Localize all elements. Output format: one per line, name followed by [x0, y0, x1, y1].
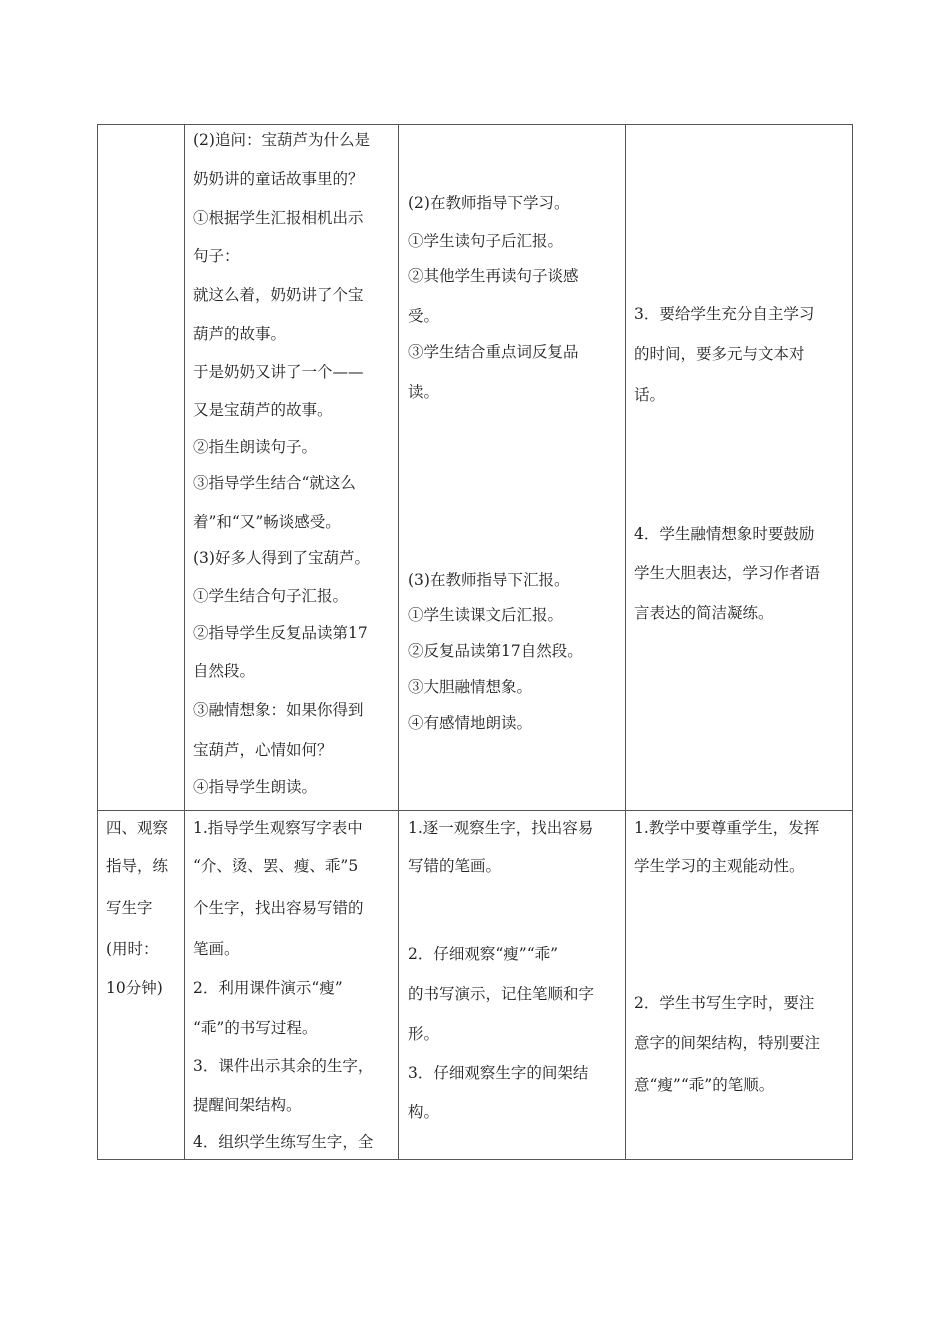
text-line: (2)追问：宝葫芦为什么是 — [193, 131, 370, 149]
text-line: 于是奶奶又讲了一个—— — [193, 363, 364, 381]
text-line: 形。 — [408, 1025, 440, 1043]
text-line: “介、烫、罢、瘦、乖”5 — [193, 857, 359, 875]
text-line: 构。 — [408, 1103, 440, 1121]
row2-stage-cell — [106, 810, 184, 1159]
text-line: (3)在教师指导下汇报。 — [408, 571, 570, 589]
text-line: 学生学习的主观能动性。 — [634, 857, 805, 875]
text-line: 的书写演示，记住笔顺和字 — [408, 985, 595, 1003]
text-line: ③学生结合重点词反复品 — [408, 343, 579, 361]
row1-student-cell — [408, 124, 625, 810]
row1-intent-cell — [634, 124, 852, 810]
text-line: 4．学生融情想象时要鼓励 — [634, 525, 815, 543]
text-line: 2．仔细观察“瘦”“乖” — [408, 945, 559, 963]
text-line: ③大胆融情想象。 — [408, 678, 533, 696]
text-line: ①学生结合句子汇报。 — [193, 587, 349, 605]
text-line: 就这么着，奶奶讲了个宝 — [193, 286, 364, 304]
text-line: 句子： — [193, 247, 240, 265]
text-line: “乖”的书写过程。 — [193, 1019, 318, 1037]
table-col-divider-1 — [184, 124, 185, 1160]
text-line: 提醒间架结构。 — [193, 1096, 302, 1114]
row1-teacher-cell — [193, 124, 398, 810]
text-line: 3．要给学生充分自主学习 — [634, 305, 815, 323]
text-line: 个生字，找出容易写错的 — [193, 899, 364, 917]
text-line: 读。 — [408, 383, 440, 401]
stage-label-line: 指导，练 — [106, 857, 169, 875]
text-line: ②指生朗读句子。 — [193, 438, 318, 456]
text-line: 意“瘦”“乖”的笔顺。 — [634, 1076, 775, 1094]
text-line: 笔画。 — [193, 940, 240, 958]
table-border-left — [97, 124, 98, 1160]
text-line: 葫芦的故事。 — [193, 325, 287, 343]
stage-label-line: 四、观察 — [106, 819, 169, 837]
text-line: 写错的笔画。 — [408, 857, 502, 875]
text-line: 又是宝葫芦的故事。 — [193, 401, 333, 419]
text-line: 1.逐一观察生字，找出容易 — [408, 819, 594, 837]
text-line: ①学生读句子后汇报。 — [408, 232, 564, 250]
table-border-bottom — [97, 1159, 853, 1160]
text-line: 着”和“又”畅谈感受。 — [193, 513, 341, 531]
text-line: 的时间，要多元与文本对 — [634, 345, 805, 363]
text-line: ②其他学生再读句子谈感 — [408, 267, 579, 285]
stage-label-line: 写生字 — [106, 899, 153, 917]
text-line: (3)好多人得到了宝葫芦。 — [193, 549, 370, 567]
row2-teacher-cell — [193, 810, 398, 1159]
text-line: 1.指导学生观察写字表中 — [193, 819, 363, 837]
text-line: 学生大胆表达，学习作者语 — [634, 564, 821, 582]
text-line: ④指导学生朗读。 — [193, 778, 318, 796]
text-line: ④有感情地朗读。 — [408, 714, 533, 732]
text-line: ③指导学生结合“就这么 — [193, 474, 356, 492]
text-line: ③融情想象：如果你得到 — [193, 701, 364, 719]
text-line: 宝葫芦，心情如何？ — [193, 741, 333, 759]
table-col-divider-2 — [398, 124, 399, 1160]
text-line: ②指导学生反复品读第17 — [193, 624, 368, 642]
row2-intent-cell — [634, 810, 852, 1159]
text-line: ②反复品读第17自然段。 — [408, 642, 583, 660]
row2-student-cell — [408, 810, 625, 1159]
text-line: 自然段。 — [193, 662, 256, 680]
text-line: 1.教学中要尊重学生，发挥 — [634, 819, 820, 837]
text-line: ①学生读课文后汇报。 — [408, 606, 564, 624]
text-line: 3．仔细观察生字的间架结 — [408, 1064, 589, 1082]
text-line: 受。 — [408, 307, 440, 325]
text-line: 4．组织学生练写生字，全 — [193, 1133, 374, 1151]
text-line: 话。 — [634, 386, 666, 404]
text-line: 2．利用课件演示“瘦” — [193, 979, 343, 997]
table-col-divider-3 — [625, 124, 626, 1160]
text-line: ①根据学生汇报相机出示 — [193, 209, 364, 227]
text-line: 言表达的简洁凝练。 — [634, 604, 774, 622]
text-line: (2)在教师指导下学习。 — [408, 194, 570, 212]
table-border-right — [852, 124, 853, 1160]
stage-label-line: 10分钟) — [106, 979, 163, 997]
text-line: 2．学生书写生字时，要注 — [634, 994, 815, 1012]
text-line: 奶奶讲的童话故事里的？ — [193, 170, 364, 188]
stage-label-line: (用时： — [106, 940, 159, 958]
text-line: 意字的间架结构，特别要注 — [634, 1034, 821, 1052]
text-line: 3．课件出示其余的生字， — [193, 1057, 374, 1075]
